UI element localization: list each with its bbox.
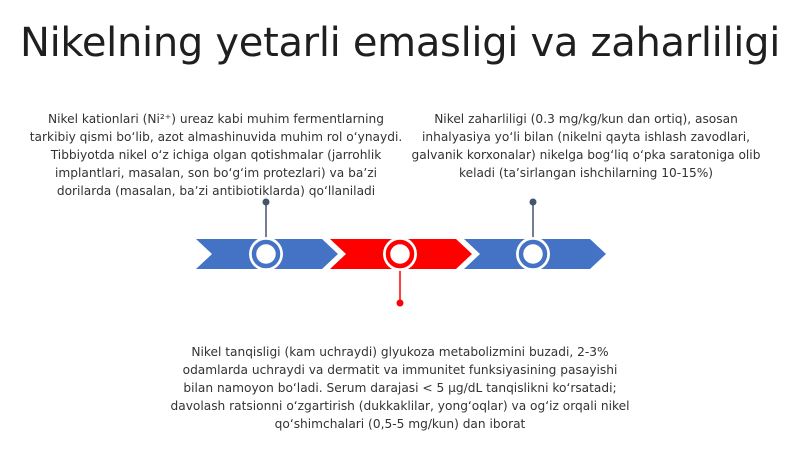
milestone-text-2: Nikel tanqisligi (kam uchraydi) glyukoza metabolizmini buzadi, 2-3% odamlarda uchraydi va dermatit va immunitet funksiyasining pasayishi bilan namoyon boʻladi. Serum darajasi < 5 µg/dL tanqislikni koʻrsatadi; davolash ratsionni oʻzgartirish (dukkaklilar, yongʻoqlar) va ogʻiz orqali nikel qoʻshimchalari (0,5-5 mg/kun) dan iborat	[170, 345, 630, 431]
stem-dot-2	[397, 300, 404, 307]
slide-title: Nikelning yetarli emasligi va zaharliligi	[19, 20, 781, 66]
milestone-text-3: Nikel zaharliligi (0.3 mg/kg/kun dan ortiq), asosan inhalyasiya yoʻli bilan (nikelni qayta ishlash zavodlari, galvanik korxonalar) nikelga bogʻliq oʻpka saratoniga olib keladi (taʼsirlangan ishchilarning 10-15%)	[411, 112, 761, 180]
milestone-text-1: Nikel kationlari (Ni²⁺) ureaz kabi muhim fermentlarning tarkibiy qismi boʻlib, azot almashinuvida muhim rol oʻynaydi. Tibbiyotda nikel oʻz ichiga olgan qotishmalar (jarrohlik implantlari, masalan, son boʻgʻim protezlari) va baʼzi dorilarda (masalan, baʼzi antibiotiklarda) qoʻllaniladi	[29, 112, 403, 198]
stem-dot-3	[530, 199, 537, 206]
